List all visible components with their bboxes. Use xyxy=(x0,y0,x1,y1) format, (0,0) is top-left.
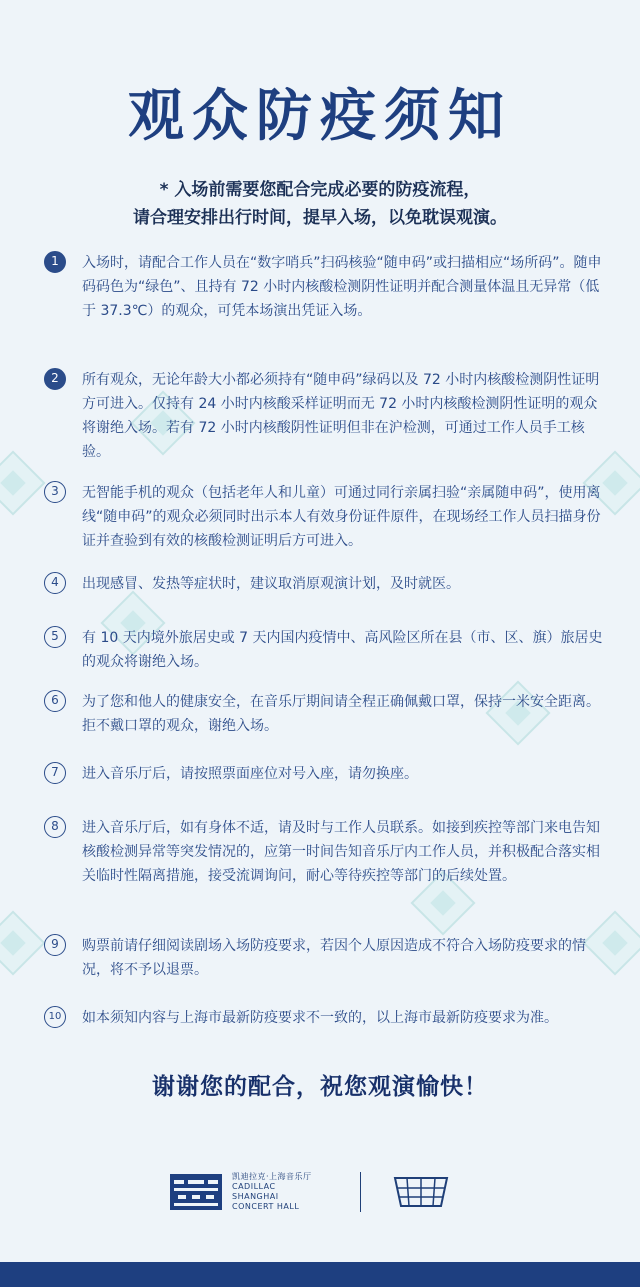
notice-text: 所有观众，无论年龄大小都必须持有“随申码”绿码以及 72 小时内核酸检测阴性证明方可进入。仅持有 24 小时内核酸采样证明而无 72 小时内核酸检测阴性证明的观众将谢绝入场。若有 72 小时内核酸阴性证明但非在沪检测，可通过工作人员手工核验。 xyxy=(82,372,600,460)
notice-item xyxy=(44,762,604,786)
bottom-bar xyxy=(0,1262,640,1287)
cadillac-crest-icon xyxy=(393,1176,449,1208)
notice-item xyxy=(44,368,604,464)
logo-divider xyxy=(360,1172,361,1212)
page-title: 观众防疫须知 xyxy=(128,84,512,149)
concert-hall-logo-icon xyxy=(170,1174,222,1210)
notice-text: 购票前请仔细阅读剧场入场防疫要求，若因个人原因造成不符合入场防疫要求的情况，将不予以退票。 xyxy=(82,938,586,978)
notice-item xyxy=(44,816,604,888)
hall-name-cn: 凯迪拉克·上海音乐厅 xyxy=(232,1172,312,1181)
number-badge: 5 xyxy=(44,626,66,648)
notice-text: 有 10 天内境外旅居史或 7 天内国内疫情中、高风险区所在县（市、区、旗）旅居史的观众将谢绝入场。 xyxy=(82,630,603,670)
number-badge: 3 xyxy=(44,481,66,503)
intro-line: * 入场前需要您配合完成必要的防疫流程， xyxy=(159,180,481,200)
intro-notice xyxy=(0,176,640,232)
notice-item xyxy=(44,572,604,596)
notice-item xyxy=(44,934,604,982)
notice-text: 如本须知内容与上海市最新防疫要求不一致的，以上海市最新防疫要求为准。 xyxy=(82,1010,558,1026)
thanks-message: 谢谢您的配合，祝您观演愉快！ xyxy=(152,1074,488,1100)
number-badge: 8 xyxy=(44,816,66,838)
notice-text: 进入音乐厅后，请按照票面座位对号入座，请勿换座。 xyxy=(82,766,418,782)
notice-item xyxy=(44,251,604,323)
number-badge: 2 xyxy=(44,368,66,390)
notice-text: 出现感冒、发热等症状时，建议取消原观演计划，及时就医。 xyxy=(82,576,460,592)
decor-diamond xyxy=(0,910,46,975)
notice-text: 进入音乐厅后，如有身体不适，请及时与工作人员联系。如接到疾控等部门来电告知核酸检测异常等突发情况的，应第一时间告知音乐厅内工作人员，并积极配合落实相关临时性隔离措施，接受流调询问，耐心等待疾控等部门的后续处置。 xyxy=(82,820,600,884)
number-badge: 1 xyxy=(44,251,66,273)
footer-logos xyxy=(0,1168,640,1218)
number-badge: 4 xyxy=(44,572,66,594)
notice-text: 为了您和他人的健康安全，在音乐厅期间请全程正确佩戴口罩，保持一米安全距离。拒不戴口罩的观众，谢绝入场。 xyxy=(82,694,600,734)
notice-item xyxy=(44,481,604,553)
number-badge: 10 xyxy=(44,1006,66,1028)
notice-item xyxy=(44,690,604,738)
number-badge: 6 xyxy=(44,690,66,712)
number-badge: 9 xyxy=(44,934,66,956)
hall-name-en: CADILLAC xyxy=(232,1182,276,1191)
notice-item xyxy=(44,626,604,674)
notice-text: 无智能手机的观众（包括老年人和儿童）可通过同行亲属扫验“亲属随申码”，使用离线“随申码”的观众必须同时出示本人有效身份证件原件，在现场经工作人员扫描身份证并查验到有效的核酸检测证明后方可进入。 xyxy=(82,485,601,549)
notice-text: 入场时，请配合工作人员在“数字哨兵”扫码核验“随申码”或扫描相应“场所码”。随申码码色为“绿色”、且持有 72 小时内核酸检测阴性证明并配合测量体温且无异常（低于 37.3℃）的观众，可凭本场演出凭证入场。 xyxy=(82,255,602,319)
hall-name-en: CONCERT HALL xyxy=(232,1202,300,1211)
hall-name-en: SHANGHAI xyxy=(232,1192,279,1201)
intro-line: 请合理安排出行时间，提早入场，以免耽误观演。 xyxy=(133,208,507,228)
concert-hall-name xyxy=(232,1172,312,1212)
number-badge: 7 xyxy=(44,762,66,784)
decor-diamond xyxy=(0,450,46,515)
notice-item xyxy=(44,1006,604,1030)
